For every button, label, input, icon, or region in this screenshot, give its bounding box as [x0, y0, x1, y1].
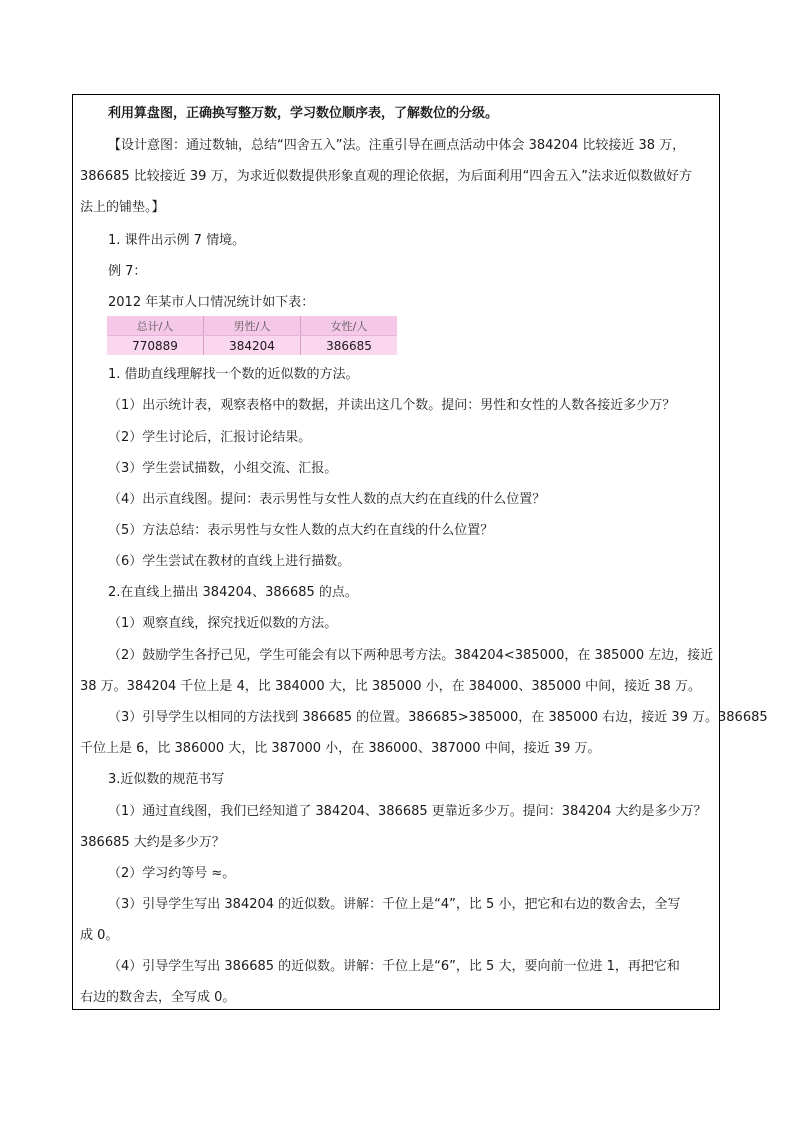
text-line: 1. 课件出示例 7 情境。 [108, 233, 246, 248]
text-line: （4）引导学生写出 386685 的近似数。讲解：千位上是“6”，比 5 大，要向前一位进 1，再把它和 [108, 959, 680, 974]
text-line: （4）出示直线图。提问：表示男性与女性人数的点大约在直线的什么位置？ [108, 492, 546, 507]
text-line: （3）学生尝试描数，小组交流、汇报。 [108, 461, 338, 476]
text-line: （2）鼓励学生各抒己见，学生可能会有以下两种思考方法。384204<385000，在 385000 左边，接近 [108, 648, 714, 663]
text-line: 右边的数舍去，全写成 0。 [80, 990, 236, 1005]
text-line: 利用算盘图，正确换写整万数，学习数位顺序表，了解数位的分级。 [108, 106, 499, 121]
table-values-row [107, 336, 397, 356]
text-line: 3.近似数的规范书写 [108, 772, 225, 787]
text-line: 1. 借助直线理解找一个数的近似数的方法。 [108, 367, 359, 382]
text-line: 法上的铺垫。】 [80, 200, 165, 215]
text-line: 38 万。384204 千位上是 4，比 384000 大，比 385000 小，在 384000、385000 中间，接近 38 万。 [80, 679, 701, 694]
text-line: （1）出示统计表，观察表格中的数据，并读出这几个数。提问：男性和女性的人数各接近多少万？ [108, 398, 676, 413]
text-line: 2012 年某市人口情况统计如下表： [108, 295, 315, 310]
text-line: 386685 比较接近 39 万，为求近似数提供形象直观的理论依据，为后面利用“四舍五入”法求近似数做好方 [80, 169, 693, 184]
text-line: 【设计意图：通过数轴，总结“四舍五入”法。注重引导在画点活动中体会 384204 比较接近 38 万， [108, 138, 686, 153]
value-male: 384204 [204, 336, 301, 356]
text-line: （3）引导学生以相同的方法找到 386685 的位置。386685>385000，在 385000 右边，接近 39 万。386685 [108, 710, 768, 725]
value-total: 770889 [107, 336, 204, 356]
text-line: 例 7： [108, 264, 147, 279]
header-female: 女性/人 [301, 316, 398, 336]
table-header-row [107, 316, 397, 336]
value-female: 386685 [301, 336, 398, 356]
text-line: 386685 大约是多少万？ [80, 835, 225, 850]
text-line: （2）学生讨论后，汇报讨论结果。 [108, 430, 312, 445]
text-line: （2）学习约等号 ≈。 [108, 866, 236, 881]
text-line: （1）观察直线，探究找近似数的方法。 [108, 616, 338, 631]
text-line: （1）通过直线图，我们已经知道了 384204、386685 更靠近多少万。提问：384204 大约是多少万？ [108, 804, 707, 819]
population-table [107, 316, 397, 355]
text-line: （3）引导学生写出 384204 的近似数。讲解：千位上是“4”，比 5 小，把它和右边的数舍去，全写 [108, 897, 681, 912]
text-line: 2.在直线上描出 384204、386685 的点。 [108, 585, 358, 600]
text-line: （6）学生尝试在教材的直线上进行描数。 [108, 554, 351, 569]
header-male: 男性/人 [204, 316, 301, 336]
text-line: 千位上是 6，比 386000 大，比 387000 小，在 386000、387000 中间，接近 39 万。 [80, 741, 601, 756]
header-total: 总计/人 [107, 316, 204, 336]
text-line: （5）方法总结：表示男性与女性人数的点大约在直线的什么位置？ [108, 523, 494, 538]
text-line: 成 0。 [80, 928, 119, 943]
